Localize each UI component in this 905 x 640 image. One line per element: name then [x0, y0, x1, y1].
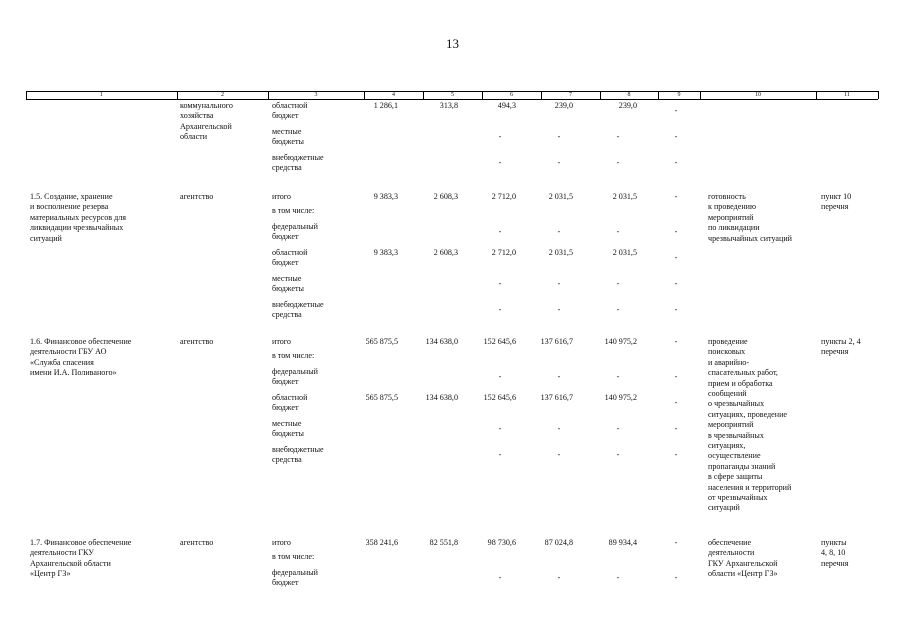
section_1_5-source: областной — [272, 248, 308, 257]
section_1_5-value: 2 608,3 — [433, 192, 458, 201]
section_1_5-value-dash: - — [674, 227, 678, 237]
section_1_6-result: и аварийно- — [708, 357, 750, 367]
section_1_5-value-dash: - — [498, 305, 502, 315]
section_1_7-result: деятельности — [708, 548, 755, 558]
section_1_5-value: 2 031,5 — [612, 192, 637, 201]
top-block-value: 239,0 — [618, 101, 637, 110]
column-number-7: 7 — [569, 92, 572, 98]
section_1_5-value-dash: - — [616, 279, 620, 289]
column-border — [423, 91, 424, 99]
section_1_5-name: ситуаций — [30, 233, 62, 243]
top-block-value-dash: - — [616, 132, 620, 142]
section_1_7-source: бюджет — [272, 578, 299, 588]
section_1_5-value-dash: - — [616, 305, 620, 315]
section_1_7-value-dash: - — [674, 538, 678, 547]
section_1_6-source: итого — [272, 337, 291, 346]
section_1_6-value: 137 616,7 — [540, 337, 573, 346]
section_1_6-name: имени И.А. Поливаного» — [30, 368, 117, 378]
section_1_5-source: средства — [272, 310, 302, 320]
column-number-5: 5 — [451, 92, 454, 98]
executor-text: Архангельской — [180, 121, 232, 131]
section_1_5-value-dash: - — [616, 227, 620, 237]
section_1_6-name: «Служба спасения — [30, 357, 94, 367]
section_1_6-value-dash: - — [498, 372, 502, 382]
section_1_5-value: 2 712,0 — [491, 248, 516, 257]
section_1_6-value-dash: - — [674, 372, 678, 382]
top-block-value: 494,3 — [497, 101, 516, 110]
section_1_6-value-dash: - — [616, 424, 620, 434]
column-number-10: 10 — [755, 92, 761, 98]
section_1_7-value: 87 024,8 — [544, 538, 573, 547]
section_1_6-value-dash: - — [557, 424, 561, 434]
section_1_7-source: в том числе: — [272, 552, 315, 561]
section_1_7-value-dash: - — [498, 573, 502, 583]
section_1_6-value-dash: - — [674, 398, 678, 408]
budget-table — [26, 91, 878, 631]
section_1_6-source: бюджет — [272, 403, 299, 413]
section_1_6-value-dash: - — [616, 450, 620, 460]
section_1_6-result: от чрезвычайных — [708, 493, 768, 502]
section_1_6-source: в том числе: — [272, 351, 315, 360]
section_1_5-value: 2 712,0 — [491, 192, 516, 201]
section_1_6-value: 137 616,7 — [540, 393, 573, 402]
column-border — [482, 91, 483, 99]
section_1_6-value: 134 638,0 — [425, 337, 458, 346]
section_1_5-value-dash: - — [498, 227, 502, 237]
section_1_6-reference: пункты 2, 4 — [821, 337, 861, 346]
top-block-value-dash: - — [674, 132, 678, 142]
section_1_6-name: деятельности ГБУ АО — [30, 347, 107, 357]
section_1_5-source: бюджеты — [272, 284, 304, 294]
section_1_7-value-dash: - — [674, 573, 678, 583]
section_1_7-name: Архангельской области — [30, 558, 111, 568]
section_1_6-result: проведение — [708, 337, 748, 346]
executor-text: области — [180, 132, 208, 142]
section_1_7-result: области «Центр ГЗ» — [708, 569, 778, 579]
top-block-value-dash: - — [674, 106, 678, 116]
section_1_5-source: федеральный — [272, 222, 318, 231]
section_1_7-value: 82 551,8 — [429, 538, 458, 547]
section_1_5-value: 2 031,5 — [548, 248, 573, 257]
section_1_6-value-dash: - — [498, 424, 502, 434]
section_1_5-source: бюджет — [272, 258, 299, 268]
column-border — [878, 91, 879, 99]
section_1_7-value-dash: - — [557, 573, 561, 583]
section_1_7-name: деятельности ГКУ — [30, 548, 95, 558]
section_1_6-result: ситуаций — [708, 503, 740, 513]
executor-text: хозяйства — [180, 111, 214, 121]
section_1_5-value-dash: - — [557, 305, 561, 315]
section_1_6-result: мероприятий — [708, 420, 754, 430]
section_1_7-value: 358 241,6 — [365, 538, 398, 547]
section_1_5-value: 9 383,3 — [373, 248, 398, 257]
top-block-source: областной — [272, 101, 308, 110]
section_1_5-result: к проведению — [708, 202, 757, 212]
section_1_5-result: готовность — [708, 192, 746, 201]
section_1_7-result: ГКУ Архангельской — [708, 558, 778, 568]
column-number-2: 2 — [221, 92, 224, 98]
top-block-value-dash: - — [498, 132, 502, 142]
top-block-source: бюджет — [272, 111, 299, 121]
column-number-4: 4 — [392, 92, 395, 98]
column-border — [658, 91, 659, 99]
section_1_6-result: сообщений — [708, 389, 747, 398]
section_1_6-value-dash: - — [674, 424, 678, 434]
section_1_6-result: пропаганды знаний — [708, 461, 776, 471]
section_1_6-value: 565 875,5 — [365, 393, 398, 402]
section_1_6-value: 565 875,5 — [365, 337, 398, 346]
section_1_6-result: населения и территорий — [708, 482, 792, 492]
section_1_5-executor: агентство — [180, 192, 214, 201]
section_1_6-reference: перечня — [821, 347, 849, 357]
section_1_5-value: 9 383,3 — [373, 192, 398, 201]
table-header-bottom-line — [26, 99, 878, 100]
top-block-value: 1 286,1 — [373, 101, 398, 110]
section_1_6-result: в сфере защиты — [708, 472, 763, 482]
top-block-value-dash: - — [498, 158, 502, 168]
section_1_6-result: спасательных работ, — [708, 368, 778, 378]
column-border — [364, 91, 365, 99]
section_1_5-value-dash: - — [674, 253, 678, 263]
column-border — [700, 91, 701, 99]
executor-text: коммунального — [180, 101, 233, 110]
section_1_5-result: мероприятий — [708, 212, 754, 222]
section_1_5-name: 1.5. Создание, хранение — [30, 192, 113, 201]
section_1_6-value-dash: - — [674, 450, 678, 460]
top-block-source: местные — [272, 127, 302, 136]
section_1_6-value-dash: - — [557, 372, 561, 382]
section_1_6-source: федеральный — [272, 367, 318, 376]
section_1_7-source: федеральный — [272, 568, 318, 577]
column-number-6: 6 — [510, 92, 513, 98]
section_1_7-reference: пункты — [821, 538, 847, 547]
section_1_5-value-dash: - — [557, 279, 561, 289]
section_1_6-value-dash: - — [557, 450, 561, 460]
section_1_6-result: ситуациях, проведение — [708, 409, 788, 419]
section_1_5-value-dash: - — [498, 279, 502, 289]
section_1_6-value: 152 645,6 — [483, 337, 516, 346]
column-border — [541, 91, 542, 99]
section_1_7-reference: 4, 8, 10 — [821, 548, 846, 558]
section_1_6-result: поисковых — [708, 347, 746, 357]
section_1_5-value-dash: - — [674, 305, 678, 315]
section_1_7-executor: агентство — [180, 538, 214, 547]
section_1_7-name: «Центр ГЗ» — [30, 569, 71, 579]
top-block-source: внебюджетные — [272, 153, 324, 162]
section_1_5-name: и восполнение резерва — [30, 202, 109, 212]
section_1_5-value-dash: - — [674, 192, 678, 201]
section_1_5-source: в том числе: — [272, 206, 315, 215]
section_1_5-source: внебюджетные — [272, 300, 324, 309]
section_1_7-value-dash: - — [616, 573, 620, 583]
section_1_6-source: областной — [272, 393, 308, 402]
top-block-value: 239,0 — [554, 101, 573, 110]
section_1_6-value: 140 975,2 — [604, 337, 637, 346]
page-number: 13 — [446, 36, 459, 51]
top-block-value-dash: - — [557, 158, 561, 168]
section_1_6-value: 152 645,6 — [483, 393, 516, 402]
section_1_7-value: 89 934,4 — [608, 538, 637, 547]
section_1_6-name: 1.6. Финансовое обеспечение — [30, 337, 132, 346]
section_1_5-value-dash: - — [557, 227, 561, 237]
column-number-9: 9 — [677, 92, 681, 98]
section_1_5-name: ликвидации чрезвычайных — [30, 223, 124, 233]
top-block-value-dash: - — [616, 158, 620, 168]
section_1_6-value-dash: - — [674, 337, 678, 346]
section_1_5-result: чрезвычайных ситуаций — [708, 233, 792, 243]
column-number-11: 11 — [844, 92, 850, 98]
column-border — [177, 91, 178, 99]
section_1_6-source: средства — [272, 455, 302, 465]
section_1_7-value: 98 730,6 — [487, 538, 516, 547]
section_1_7-result: обеспечение — [708, 538, 752, 547]
section_1_5-reference: пункт 10 — [821, 192, 852, 201]
section_1_5-source: итого — [272, 192, 291, 201]
top-block-value: 313,8 — [439, 101, 458, 110]
section_1_7-name: 1.7. Финансовое обеспечение — [30, 538, 132, 547]
section_1_5-reference: перечня — [821, 202, 849, 212]
section_1_6-source: внебюджетные — [272, 445, 324, 454]
column-border — [600, 91, 601, 99]
section_1_5-name: материальных ресурсов для — [30, 212, 126, 222]
section_1_5-value: 2 031,5 — [548, 192, 573, 201]
section_1_6-value-dash: - — [498, 450, 502, 460]
section_1_5-source: бюджет — [272, 232, 299, 242]
top-block-value-dash: - — [557, 132, 561, 142]
section_1_5-value-dash: - — [674, 279, 678, 289]
top-block-value-dash: - — [674, 158, 678, 168]
section_1_6-source: бюджеты — [272, 429, 304, 439]
section_1_6-result: в чрезвычайных — [708, 430, 764, 440]
section_1_5-value: 2 031,5 — [612, 248, 637, 257]
section_1_7-reference: перечня — [821, 558, 849, 568]
section_1_7-source: итого — [272, 538, 291, 547]
section_1_6-result: ситуациях, — [708, 441, 746, 450]
section_1_6-result: прием и обработка — [708, 378, 773, 388]
section_1_5-value: 2 608,3 — [433, 248, 458, 257]
column-number-1: 1 — [100, 92, 103, 98]
section_1_6-result: осуществление — [708, 451, 761, 461]
section_1_5-source: местные — [272, 274, 302, 283]
section_1_6-value: 134 638,0 — [425, 393, 458, 402]
column-border — [816, 91, 817, 99]
column-number-8: 8 — [627, 92, 631, 98]
top-block-source: бюджеты — [272, 137, 304, 147]
top-block-source: средства — [272, 163, 302, 173]
section_1_6-value: 140 975,2 — [604, 393, 637, 402]
section_1_6-result: о чрезвычайных — [708, 399, 765, 409]
column-number-3: 3 — [314, 92, 318, 98]
section_1_6-executor: агентство — [180, 337, 214, 346]
section_1_5-result: по ликвидации — [708, 223, 760, 233]
column-border — [26, 91, 27, 99]
section_1_6-source: местные — [272, 419, 302, 428]
section_1_6-source: бюджет — [272, 377, 299, 387]
section_1_6-value-dash: - — [616, 372, 620, 382]
column-border — [268, 91, 269, 99]
